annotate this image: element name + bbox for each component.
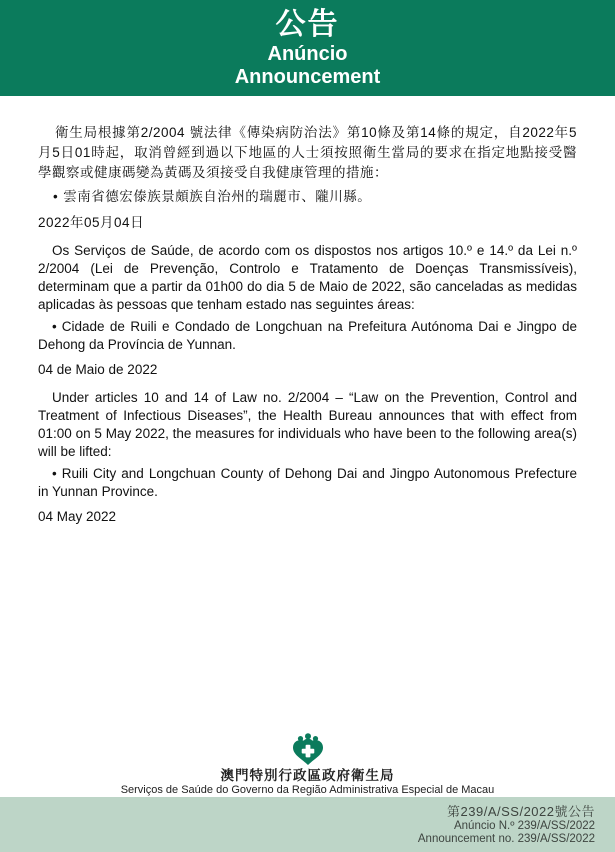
health-bureau-logo-icon bbox=[290, 732, 326, 766]
date-pt: 04 de Maio de 2022 bbox=[38, 362, 158, 377]
banner-title-pt: Anúncio bbox=[267, 43, 348, 65]
reference-number-pt: Anúncio N.º 239/A/SS/2022 bbox=[453, 820, 595, 832]
organization-name-zh: 澳門特別行政區政府衛生局 bbox=[220, 768, 395, 783]
bullet-item-zh bbox=[38, 187, 577, 206]
bullet-text-zh: 雲南省德宏傣族景頗族自治州的瑞麗市、隴川縣。 bbox=[63, 189, 372, 204]
date-zh: 2022年05月04日 bbox=[38, 215, 145, 230]
bullet-item-en bbox=[38, 465, 577, 501]
reference-number-en: Announcement no. 239/A/SS/2022 bbox=[417, 833, 595, 845]
date-en: 04 May 2022 bbox=[38, 509, 117, 524]
issuer-block bbox=[0, 732, 615, 797]
reference-number-zh: 第239/A/SS/2022號公告 bbox=[447, 804, 595, 819]
bullet-marker: • bbox=[52, 466, 57, 481]
bullet-marker: • bbox=[52, 319, 57, 334]
bullet-item-pt bbox=[38, 318, 577, 354]
paragraph-zh: 衛生局根據第2/2004 號法律《傳染病防治法》第10條及第14條的規定，自2022年5月5日01時起，取消曾經到過以下地區的人士須按照衛生當局的要求在指定地點接受醫學觀察或健康碼變為黃碼及須接受自我健康管理的措施： bbox=[38, 125, 577, 180]
header-banner bbox=[0, 0, 615, 96]
organization-name-pt: Serviços de Saúde do Governo da Região Administrativa Especial de Macau bbox=[120, 784, 495, 796]
banner-title-en: Announcement bbox=[234, 66, 381, 88]
paragraph-pt: Os Serviços de Saúde, de acordo com os dispostos nos artigos 10.º e 14.º da Lei n.º 2/2004 (Lei de Prevenção, Controlo e Tratamento de Doenças Transmissíveis), determinam que a partir da 01h00 do dia 5 de Maio de 2022, são canceladas as medidas aplicadas às pessoas que tenham estado nas seguintes áreas: bbox=[38, 243, 577, 312]
bullet-text-en: Ruili City and Longchuan County of Dehong Dai and Jingpo Autonomous Prefecture in Yunnan Province. bbox=[38, 466, 577, 499]
bullet-text-pt: Cidade de Ruili e Condado de Longchuan na Prefeitura Autónoma Dai e Jingpo de Dehong da Província de Yunnan. bbox=[38, 319, 577, 352]
bullet-marker: • bbox=[53, 189, 59, 204]
paragraph-en: Under articles 10 and 14 of Law no. 2/2004 – “Law on the Prevention, Control and Treatment of Infectious Diseases”, the Health Bureau announces that with effect from 01:00 on 5 May 2022, the measures for individuals who have been to the following area(s) will be lifted: bbox=[38, 390, 577, 459]
announcement-body bbox=[0, 96, 615, 526]
reference-bar bbox=[0, 797, 615, 852]
banner-title-zh: 公告 bbox=[275, 8, 340, 41]
